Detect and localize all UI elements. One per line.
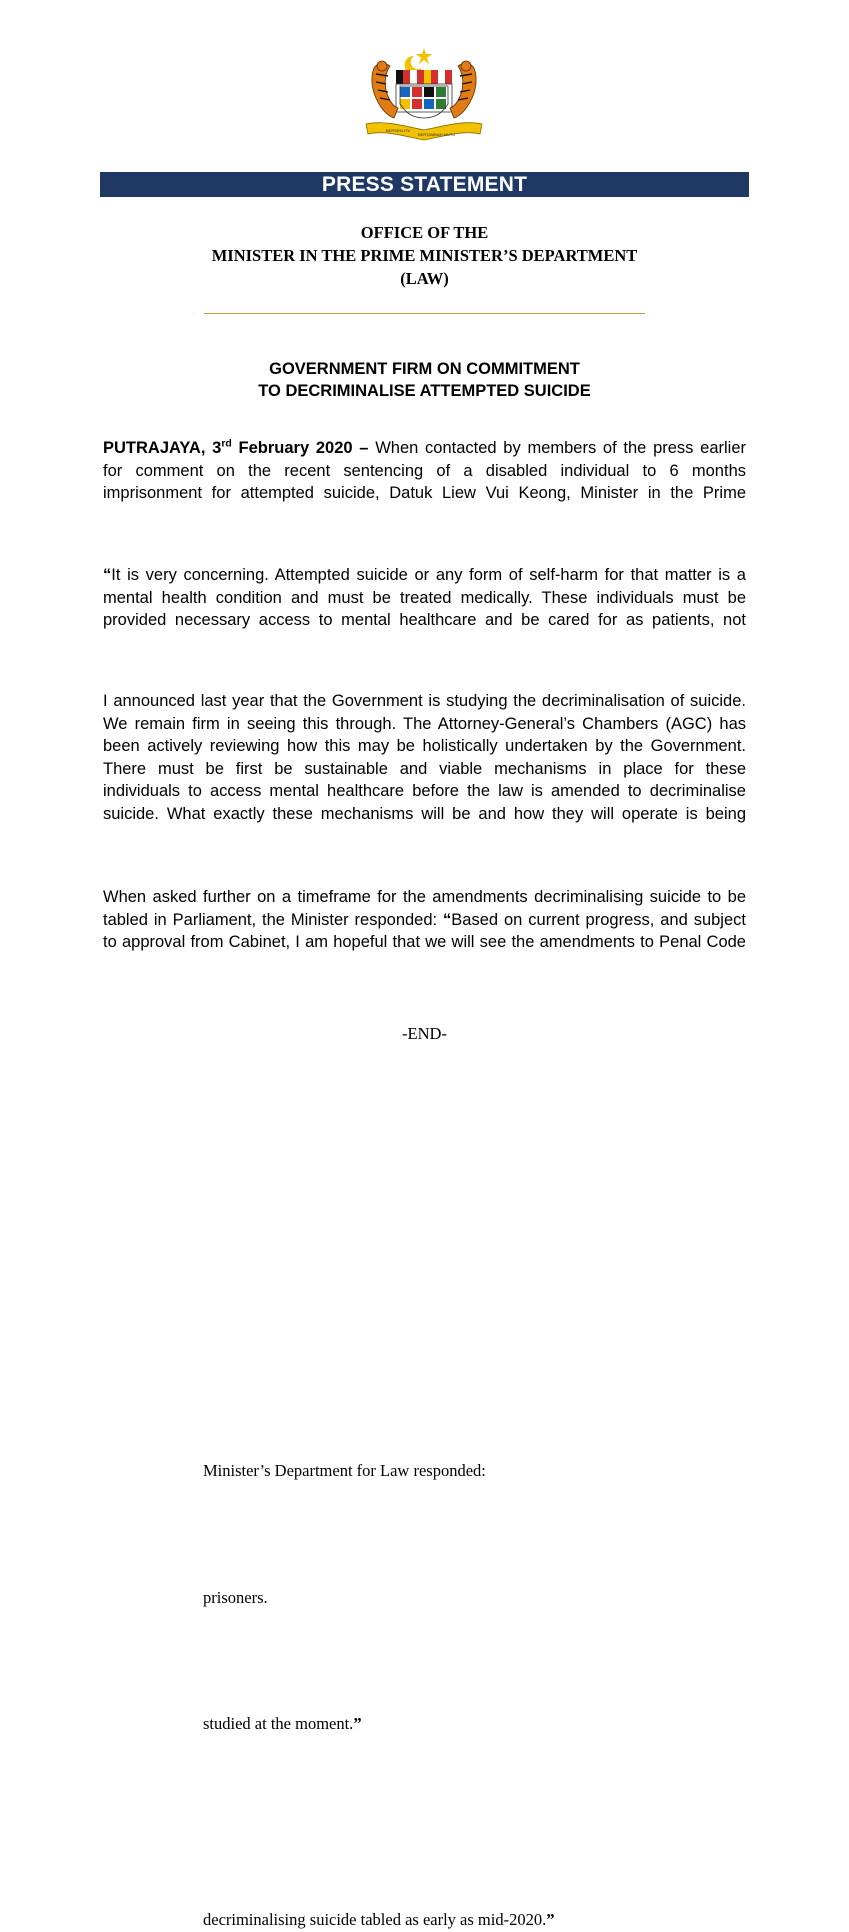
open-quote: “ bbox=[103, 566, 112, 584]
office-line-3: (LAW) bbox=[400, 269, 449, 288]
malaysia-coat-of-arms-icon bbox=[360, 46, 488, 146]
office-line-2: MINISTER IN THE PRIME MINISTER’S DEPARTMENT bbox=[211, 246, 638, 265]
paragraph-4-line-2a: tabled in Parliament, the Minister responded: bbox=[103, 910, 444, 929]
paragraph-3-line-2: We remain firm in seeing this through. The Attorney-General’s Chambers (AGC) has bbox=[103, 714, 746, 733]
headline-line-1: GOVERNMENT FIRM ON COMMITMENT bbox=[269, 360, 580, 378]
headline-line-2: TO DECRIMINALISE ATTEMPTED SUICIDE bbox=[258, 382, 591, 400]
press-statement-banner: PRESS STATEMENT bbox=[100, 172, 749, 197]
dateline-ordinal: rd bbox=[221, 437, 232, 450]
paragraph-1-line-4: Minister’s Department for Law responded: bbox=[203, 1461, 486, 1480]
paragraph-2-line-2: mental health condition and must be treated medically. These individuals must be bbox=[103, 588, 746, 607]
end-marker: -END- bbox=[402, 1024, 447, 1043]
open-quote-2: “ bbox=[443, 910, 452, 929]
paragraph-3-line-3: been actively reviewing how this may be holistically undertaken by the Government. bbox=[103, 737, 746, 755]
paragraph-4-line-4: decriminalising suicide tabled as early as mid-2020. bbox=[203, 1910, 547, 1929]
paragraph-4-line-3: to approval from Cabinet, I am hopeful that we will see the amendments to Penal Code bbox=[103, 933, 746, 951]
paragraph-1-line-2: for comment on the recent sentencing of a disabled individual to 6 months bbox=[103, 461, 746, 480]
svg-text:BERTAMBAH MUTU: BERTAMBAH MUTU bbox=[418, 132, 456, 137]
paragraph-3-line-7: studied at the moment. bbox=[203, 1714, 354, 1733]
close-quote-2: ” bbox=[546, 1910, 555, 1929]
gold-divider bbox=[204, 313, 645, 314]
paragraph-4-line-1: When asked further on a timeframe for the amendments decriminalising suicide to be bbox=[103, 888, 746, 906]
office-line-1: OFFICE OF THE bbox=[360, 223, 489, 242]
paragraph-2-line-3: provided necessary access to mental healthcare and be cared for as patients, not bbox=[103, 611, 746, 629]
paragraph-2-line-4: prisoners. bbox=[203, 1588, 268, 1607]
paragraph-3-line-6: suicide. What exactly these mechanisms will be and how they will operate is being bbox=[103, 804, 746, 823]
paragraph-3-line-5: individuals to access mental healthcare before the law is amended to decriminalise bbox=[103, 782, 746, 800]
paragraph-4-line-2b: Based on current progress, and subject bbox=[451, 910, 746, 929]
paragraph-1-line-3: imprisonment for attempted suicide, Datuk Liew Vui Keong, Minister in the Prime bbox=[103, 484, 746, 502]
paragraph-1-line-1: When contacted by members of the press earlier bbox=[375, 439, 746, 457]
close-quote: ” bbox=[353, 1714, 362, 1733]
paragraph-3-line-1: I announced last year that the Government is studying the decriminalisation of suicide. bbox=[103, 692, 746, 710]
paragraph-2-line-1: It is very concerning. Attempted suicide or any form of self-harm for that matter is a bbox=[111, 566, 746, 584]
dateline-date: February 2020 – bbox=[231, 439, 369, 457]
paragraph-3-line-4: There must be first be sustainable and viable mechanisms in place for these bbox=[103, 759, 746, 778]
svg-text:BERSEKUTU: BERSEKUTU bbox=[386, 128, 411, 133]
dateline-place: PUTRAJAYA, 3 bbox=[103, 439, 222, 457]
